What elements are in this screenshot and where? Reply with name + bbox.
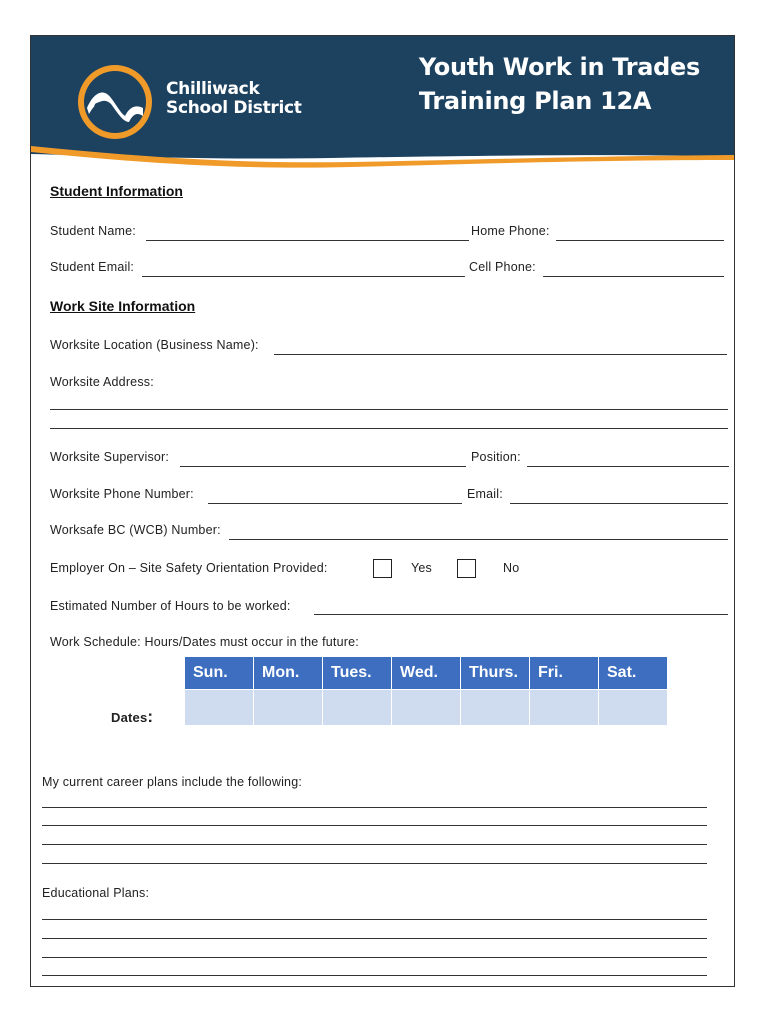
worksite-supervisor-label: Worksite Supervisor: [50, 450, 170, 464]
day-header-thu: Thurs. [461, 657, 530, 690]
cell-phone-field[interactable] [543, 276, 724, 277]
career-plans-field-line-1[interactable] [42, 807, 707, 808]
day-header-mon: Mon. [254, 657, 323, 690]
estimated-hours-label: Estimated Number of Hours to be worked: [50, 599, 291, 613]
student-email-field[interactable] [142, 276, 465, 277]
student-info-heading: Student Information [50, 183, 183, 199]
orientation-yes-checkbox[interactable] [373, 559, 392, 578]
position-field[interactable] [527, 466, 729, 467]
cell-phone-label: Cell Phone: [469, 260, 536, 274]
educational-plans-field-line-3[interactable] [42, 957, 707, 958]
orientation-yes-label: Yes [411, 561, 432, 575]
worksafe-number-label: Worksafe BC (WCB) Number: [50, 523, 221, 537]
educational-plans-field-line-4[interactable] [42, 975, 707, 976]
district-line-1: Chilliwack [166, 79, 260, 99]
career-plans-field-line-2[interactable] [42, 825, 707, 826]
worksite-email-label: Email: [467, 487, 503, 501]
worksite-location-field[interactable] [274, 354, 727, 355]
day-header-fri: Fri. [530, 657, 599, 690]
date-cell-wed[interactable] [392, 690, 461, 726]
form-page [30, 35, 735, 987]
educational-plans-label: Educational Plans: [42, 886, 150, 900]
worksite-email-field[interactable] [510, 503, 728, 504]
worksafe-number-field[interactable] [229, 539, 728, 540]
worksite-phone-label: Worksite Phone Number: [50, 487, 194, 501]
worksite-address-label: Worksite Address: [50, 375, 154, 389]
home-phone-label: Home Phone: [471, 224, 550, 238]
position-label: Position: [471, 450, 521, 464]
career-plans-field-line-4[interactable] [42, 863, 707, 864]
day-header-sun: Sun. [185, 657, 254, 690]
schedule-header-row [185, 657, 668, 690]
estimated-hours-field[interactable] [314, 614, 728, 615]
orientation-label: Employer On – Site Safety Orientation Provided: [50, 561, 328, 575]
career-plans-label: My current career plans include the following: [42, 775, 303, 789]
career-plans-field-line-3[interactable] [42, 844, 707, 845]
date-cell-tue[interactable] [323, 690, 392, 726]
day-header-wed: Wed. [392, 657, 461, 690]
work-schedule-table [184, 656, 668, 726]
schedule-dates-row [185, 690, 668, 726]
title-line-2: Training Plan 12A [418, 87, 652, 115]
worksite-location-label: Worksite Location (Business Name): [50, 338, 259, 352]
educational-plans-field-line-1[interactable] [42, 919, 707, 920]
dates-label [111, 707, 153, 727]
student-email-label: Student Email: [50, 260, 135, 274]
title-line-1: Youth Work in Trades [418, 53, 700, 81]
educational-plans-field-line-2[interactable] [42, 938, 707, 939]
form-body [31, 36, 735, 987]
student-name-label: Student Name: [50, 224, 136, 238]
worksite-address-field-line-2[interactable] [50, 428, 728, 429]
date-cell-mon[interactable] [254, 690, 323, 726]
date-cell-sat[interactable] [599, 690, 668, 726]
work-site-info-heading: Work Site Information [50, 298, 196, 314]
dates-label-text: Dates [111, 710, 148, 725]
dates-label-colon: : [147, 707, 154, 726]
work-schedule-label: Work Schedule: Hours/Dates must occur in the future: [50, 635, 359, 649]
date-cell-sun[interactable] [185, 690, 254, 726]
date-cell-thu[interactable] [461, 690, 530, 726]
day-header-tue: Tues. [323, 657, 392, 690]
orientation-no-checkbox[interactable] [457, 559, 476, 578]
day-header-sat: Sat. [599, 657, 668, 690]
worksite-supervisor-field[interactable] [180, 466, 466, 467]
student-name-field[interactable] [146, 240, 469, 241]
home-phone-field[interactable] [556, 240, 724, 241]
district-line-2: School District [166, 98, 302, 118]
worksite-phone-field[interactable] [208, 503, 462, 504]
date-cell-fri[interactable] [530, 690, 599, 726]
worksite-address-field-line-1[interactable] [50, 409, 728, 410]
orientation-no-label: No [503, 561, 520, 575]
